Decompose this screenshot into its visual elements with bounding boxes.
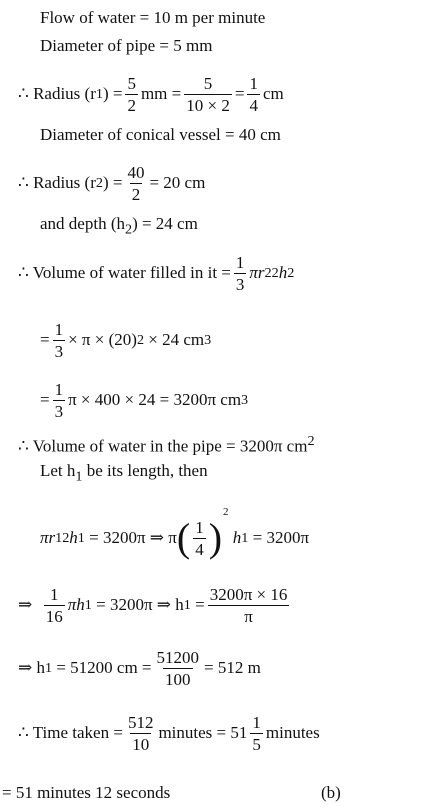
answer-option-label: (b) [321,783,341,802]
radius-r2-line: ∴ Radius (r 2 ) = $\frac{40}{2}$ = 20 cm [18,162,206,204]
fraction-1-over-4: $\frac{1}{4}$ [249,73,258,115]
h1-solve-line: ⇒ $\frac{1}{16}$ πh 1 = 3200π ⇒ h 1 = $\frac{3200\pi \times 16}{\pi}$ [18,584,288,626]
fraction-1-over-3: $\frac{1}{3}$ [54,379,64,421]
vessel-diameter-line: Diameter of conical vessel = 40 cm [40,125,281,144]
pipe-diameter-line: Diameter of pipe = 5 mm [40,36,213,55]
fraction-1-over-4: $\frac{1}{4}$ [195,517,204,559]
fraction-1-over-5: $\frac{1}{5}$ [252,712,261,754]
time-taken-line: ∴ Time taken = $\frac{512}{10}$ minutes = 51 $\frac{1}{5}$ minutes [18,712,320,754]
volume-in-pipe-line: ∴ Volume of water in the pipe = 3200π $cm^2$ [18,433,315,456]
radius-r1-label: ∴ Radius (r [18,84,96,103]
fraction-5-over-20: $\frac{5}{10 \times 2}$ [186,73,230,115]
fraction-40-over-2: $\frac{40}{2}$ [127,162,145,204]
fraction-1-over-3: $\frac{1}{3}$ [54,319,64,361]
volume-step-2-line: = $\frac{1}{3}$ π × 400 × 24 = 3200π cm 3 [40,379,249,421]
depth-line: and depth $(h_2) = 24$ cm [40,214,198,238]
pipe-length-equation-line: πr 1 2 h 1 = 3200π ⇒ π ( $\frac{1}{4}$ ) 2 h 1 = 3200π [40,506,310,560]
fraction-512-over-10: $\frac{512}{10}$ [127,712,154,754]
h1-result-line: ⇒ h 1 = 51200 cm = $\frac{51200}{100}$ = 512 m [18,647,261,689]
fraction-3200pi-16-over-pi: $\frac{3200\pi \times 16}{\pi}$ [209,584,288,626]
volume-step-1-line: = $\frac{1}{3}$ × π × (20) 2 × 24 cm 3 [40,319,212,361]
volume-filled-line: ∴ Volume of water filled in it = $\frac{1}{3}$ πr 2 2 h 2 [18,252,295,294]
radius-r1-line: ∴ Radius (r 1 ) = $\frac{5}{2}$ mm = $\frac{5}{10 \times 2}$ = $\frac{1}{4}$ cm [18,73,284,115]
fraction-1-over-16: $\frac{1}{16}$ [45,584,63,626]
let-h1-line: Let $h_1$ be its length, then [40,461,208,485]
final-answer-line: = 51 minutes 12 seconds [2,783,171,802]
fraction-5-over-2: $\frac{5}{2}$ [127,73,136,115]
flow-of-water-line: Flow of water = 10 m per minute [40,8,266,27]
fraction-51200-over-100: $\frac{51200}{100}$ [156,647,200,689]
fraction-1-over-3: $\frac{1}{3}$ [235,252,245,294]
